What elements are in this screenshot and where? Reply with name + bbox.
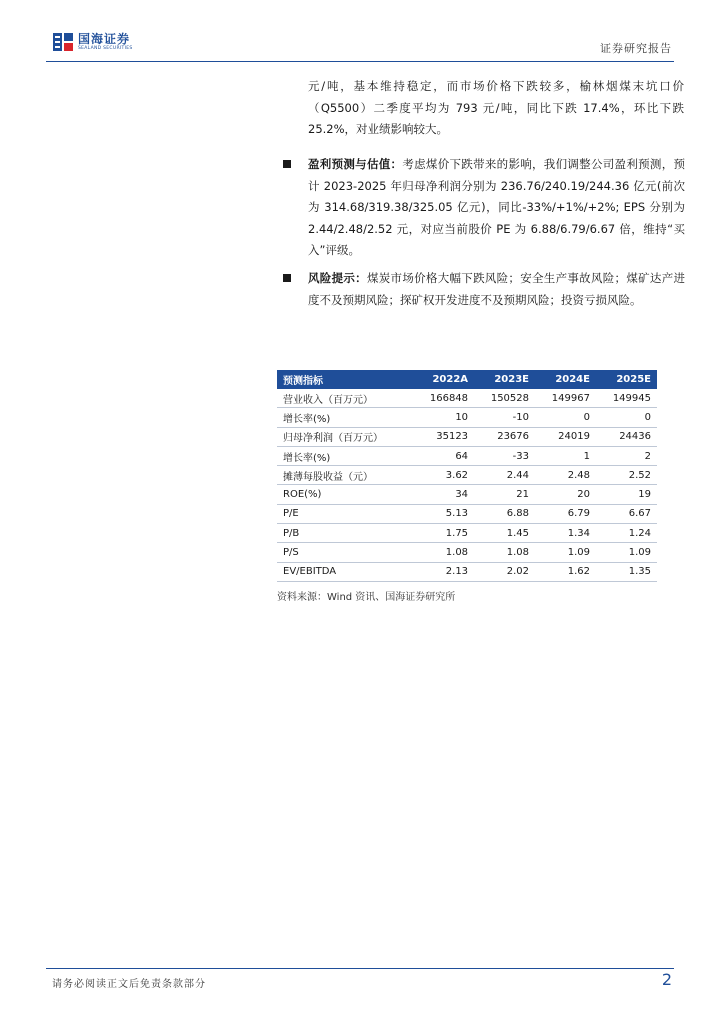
value-cell: 166848 — [413, 389, 474, 408]
value-cell: 10 — [413, 408, 474, 427]
value-cell: 149967 — [535, 389, 596, 408]
value-cell: 1.09 — [596, 543, 657, 562]
row-label-cell: P/S — [277, 543, 413, 562]
table-header-cell: 2022A — [432, 374, 469, 385]
risk-section — [283, 268, 685, 311]
value-cell: 2.48 — [535, 466, 596, 485]
value-cell: 2 — [596, 446, 657, 465]
value-cell: 1.34 — [535, 524, 596, 543]
table-row — [277, 446, 657, 465]
table-row — [277, 485, 657, 504]
footer-divider — [46, 968, 674, 969]
value-cell: 6.79 — [535, 504, 596, 523]
risk-text: 煤炭市场价格大幅下跌风险；安全生产事故风险；煤矿达产进度不及预期风险；探矿权开发进度不及预期风险；投资亏损风险。 — [308, 271, 685, 307]
value-cell: 1.08 — [413, 543, 474, 562]
table-header-cell: 2023E — [494, 374, 530, 385]
row-label-cell: 增长率(%) — [277, 408, 413, 427]
value-cell: 2.13 — [413, 562, 474, 581]
table-row — [277, 408, 657, 427]
footer-disclaimer: 请务必阅读正文后免责条款部分 — [52, 979, 206, 990]
value-cell: -10 — [474, 408, 535, 427]
bullet-square-icon — [283, 274, 291, 282]
report-type-label: 证券研究报告 — [600, 42, 672, 55]
forecast-table-container — [277, 370, 657, 603]
forecast-heading: 盈利预测与估值： — [308, 157, 403, 171]
value-cell: 2.44 — [474, 466, 535, 485]
forecast-section — [283, 154, 685, 262]
value-cell: 1.62 — [535, 562, 596, 581]
table-row — [277, 504, 657, 523]
page-header — [46, 28, 674, 62]
value-cell: 2.02 — [474, 562, 535, 581]
value-cell: 3.62 — [413, 466, 474, 485]
table-row — [277, 543, 657, 562]
value-cell: 150528 — [474, 389, 535, 408]
table-header-cell: 预测指标 — [283, 376, 323, 387]
intro-paragraph — [308, 76, 684, 141]
value-cell: 1.24 — [596, 524, 657, 543]
value-cell: 1.08 — [474, 543, 535, 562]
intro-text: 元/吨，基本维持稳定，而市场价格下跌较多，榆林烟煤末坑口价（Q5500）二季度平均为 793 元/吨，同比下跌 17.4%，环比下跌 25.2%，对业绩影响较大。 — [308, 79, 684, 136]
value-cell: 23676 — [474, 427, 535, 446]
value-cell: 24436 — [596, 427, 657, 446]
value-cell: -33 — [474, 446, 535, 465]
page-number: 2 — [661, 970, 672, 989]
table-row — [277, 427, 657, 446]
bullet-square-icon — [283, 160, 291, 168]
value-cell: 0 — [596, 408, 657, 427]
value-cell: 24019 — [535, 427, 596, 446]
logo-english-name: SEALAND SECURITIES — [78, 46, 133, 51]
value-cell: 1.35 — [596, 562, 657, 581]
value-cell: 34 — [413, 485, 474, 504]
table-header-cell: 2024E — [555, 374, 590, 385]
value-cell: 6.88 — [474, 504, 535, 523]
value-cell: 2.52 — [596, 466, 657, 485]
value-cell: 1 — [535, 446, 596, 465]
row-label-cell: P/E — [277, 504, 413, 523]
header-divider — [46, 61, 674, 62]
table-header-row — [277, 370, 657, 389]
row-label-cell: P/B — [277, 524, 413, 543]
logo-chinese-name: 国海证券 — [78, 32, 131, 46]
row-label-cell: EV/EBITDA — [277, 562, 413, 581]
value-cell: 1.75 — [413, 524, 474, 543]
forecast-text: 考虑煤价下跌带来的影响，我们调整公司盈利预测，预计 2023-2025 年归母净利润分别为 236.76/240.19/244.36 亿元(前次为 314.68/319.38/325.05 亿元)，同比-33%/+1%/+2%; EPS 分别为 2.44/2.48/2.52 元，对应当前股价 PE 为 6.88/6.79/6.67 倍，维持“买入”评级。 — [308, 157, 686, 257]
risk-heading: 风险提示： — [308, 271, 367, 285]
value-cell: 0 — [535, 408, 596, 427]
value-cell: 6.67 — [596, 504, 657, 523]
row-label-cell: 增长率(%) — [277, 446, 413, 465]
table-row — [277, 562, 657, 581]
value-cell: 1.45 — [474, 524, 535, 543]
value-cell: 5.13 — [413, 504, 474, 523]
value-cell: 1.09 — [535, 543, 596, 562]
sealand-logo-icon — [52, 31, 74, 53]
company-logo — [52, 31, 133, 53]
row-label-cell: 摊薄每股收益（元） — [277, 466, 413, 485]
table-body — [277, 389, 657, 581]
row-label-cell: ROE(%) — [277, 485, 413, 504]
row-label-cell: 归母净利润（百万元） — [277, 427, 413, 446]
table-row — [277, 524, 657, 543]
value-cell: 149945 — [596, 389, 657, 408]
table-source-note: 资料来源：Wind 资讯、国海证券研究所 — [277, 591, 456, 603]
value-cell: 64 — [413, 446, 474, 465]
table-row — [277, 389, 657, 408]
value-cell: 35123 — [413, 427, 474, 446]
value-cell: 19 — [596, 485, 657, 504]
forecast-table — [277, 370, 657, 582]
value-cell: 20 — [535, 485, 596, 504]
table-row — [277, 466, 657, 485]
row-label-cell: 营业收入（百万元） — [277, 389, 413, 408]
value-cell: 21 — [474, 485, 535, 504]
table-header-cell: 2025E — [616, 374, 651, 385]
